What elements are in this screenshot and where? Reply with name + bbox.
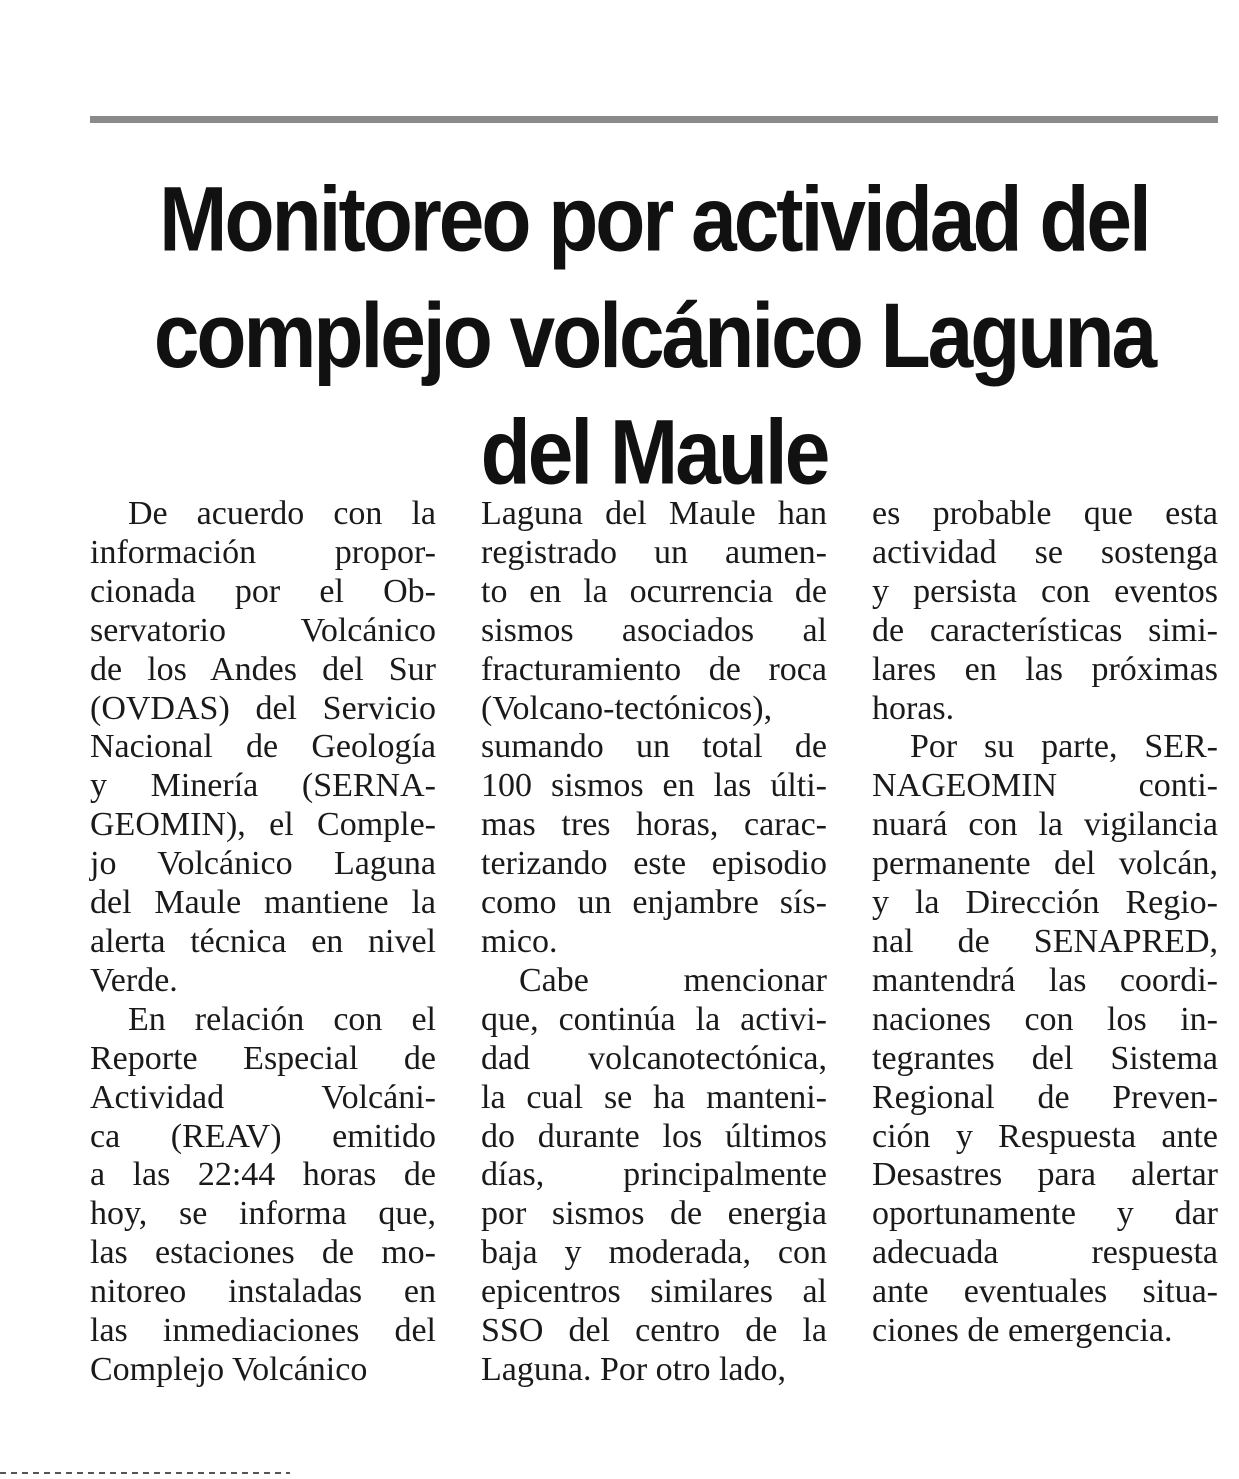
paragraph-line: Verde. <box>90 961 178 999</box>
paragraph-line: fracturamiento de roca <box>481 650 827 688</box>
paragraph-line: y Minería (SERNA- <box>90 767 436 805</box>
article-paragraph <box>90 495 436 1001</box>
article-headline <box>90 162 1218 511</box>
headline-line: del Maule <box>480 401 828 504</box>
article-paragraph <box>872 728 1218 1351</box>
cropped-footer-text <box>0 1466 300 1479</box>
paragraph-line: to en la ocurrencia de <box>481 572 827 610</box>
paragraph-line: Cabe mencionar <box>519 961 827 999</box>
paragraph-line: Laguna. Por otro lado, <box>481 1350 786 1388</box>
article-paragraph <box>481 495 827 962</box>
paragraph-line: del Maule mantiene la <box>90 884 436 922</box>
paragraph-line: información propor- <box>90 533 436 571</box>
paragraph-line: Complejo Volcánico <box>90 1350 368 1388</box>
paragraph-line: (OVDAS) del Servicio <box>90 689 436 727</box>
headline-line: Monitoreo por actividad del <box>159 168 1149 271</box>
paragraph-line: hoy, se informa que, <box>90 1195 436 1233</box>
paragraph-line: cionada por el Ob- <box>90 572 436 610</box>
top-rule <box>90 116 1218 123</box>
paragraph-line: mico. <box>481 922 558 960</box>
paragraph-line: De acuerdo con la <box>128 495 436 532</box>
paragraph-line: tegrantes del Sistema <box>872 1039 1218 1077</box>
paragraph-line: En relación con el <box>128 1000 436 1038</box>
article-column-1 <box>90 495 436 1390</box>
paragraph-line: las estaciones de mo- <box>90 1234 436 1272</box>
paragraph-line: do durante los últimos <box>481 1117 827 1155</box>
paragraph-line: sumando un total de <box>481 728 827 766</box>
paragraph-line: nuará con la vigilancia <box>872 806 1218 844</box>
paragraph-line: mas tres horas, carac- <box>481 806 827 844</box>
paragraph-line: y persista con eventos <box>872 572 1218 610</box>
footer-fragment <box>0 1472 290 1474</box>
paragraph-line: Actividad Volcáni- <box>90 1078 436 1116</box>
paragraph-line: por sismos de energia <box>481 1195 827 1233</box>
paragraph-line: actividad se sostenga <box>872 533 1218 571</box>
paragraph-line: Nacional de Geología <box>90 728 436 766</box>
paragraph-line: ción y Respuesta ante <box>872 1117 1218 1155</box>
paragraph-line: oportunamente y dar <box>872 1195 1218 1233</box>
paragraph-line: de los Andes del Sur <box>90 650 436 688</box>
paragraph-line: servatorio Volcánico <box>90 611 436 649</box>
paragraph-line: mantendrá las coordi- <box>872 961 1218 999</box>
paragraph-line: registrado un aumen- <box>481 533 827 571</box>
paragraph-line: como un enjambre sís- <box>481 884 827 922</box>
paragraph-line: dad volcanotectónica, <box>481 1039 827 1077</box>
article-column-3 <box>872 495 1218 1351</box>
paragraph-line: horas. <box>872 689 955 727</box>
paragraph-line: la cual se ha manteni- <box>481 1078 827 1116</box>
paragraph-line: epicentros similares al <box>481 1273 827 1311</box>
article-column-2 <box>481 495 827 1390</box>
paragraph-line: ciones de emergencia. <box>872 1312 1173 1350</box>
paragraph-line: baja y moderada, con <box>481 1234 827 1272</box>
paragraph-line: ca (REAV) emitido <box>90 1117 436 1155</box>
paragraph-line: SSO del centro de la <box>481 1312 827 1350</box>
paragraph-line: Reporte Especial de <box>90 1039 436 1077</box>
paragraph-line: NAGEOMIN conti- <box>872 767 1218 805</box>
paragraph-line: es probable que esta <box>872 495 1218 532</box>
article-paragraph <box>90 1001 436 1390</box>
paragraph-line: Desastres para alertar <box>872 1156 1218 1194</box>
paragraph-line: de características simi- <box>872 611 1218 649</box>
paragraph-line: GEOMIN), el Comple- <box>90 806 436 844</box>
paragraph-line: que, continúa la activi- <box>481 1000 827 1038</box>
paragraph-line: lares en las próximas <box>872 650 1218 688</box>
article-paragraph <box>481 962 827 1390</box>
paragraph-line: nitoreo instaladas en <box>90 1273 436 1311</box>
paragraph-line: nal de SENAPRED, <box>872 922 1218 960</box>
paragraph-line: naciones con los in- <box>872 1000 1218 1038</box>
paragraph-line: a las 22:44 horas de <box>90 1156 436 1194</box>
paragraph-line: ante eventuales situa- <box>872 1273 1218 1311</box>
paragraph-line: días, principalmente <box>481 1156 827 1194</box>
paragraph-line: 100 sismos en las últi- <box>481 767 827 805</box>
paragraph-line: adecuada respuesta <box>872 1234 1218 1272</box>
paragraph-line: permanente del volcán, <box>872 845 1218 883</box>
paragraph-line: sismos asociados al <box>481 611 827 649</box>
paragraph-line: Laguna del Maule han <box>481 495 827 532</box>
headline-line: complejo volcánico Laguna <box>153 285 1155 388</box>
article-paragraph <box>872 495 1218 728</box>
paragraph-line: Por su parte, SER- <box>910 728 1218 766</box>
paragraph-line: alerta técnica en nivel <box>90 922 436 960</box>
paragraph-line: (Volcano-tectónicos), <box>481 689 773 727</box>
paragraph-line: las inmediaciones del <box>90 1312 436 1350</box>
paragraph-line: Regional de Preven- <box>872 1078 1218 1116</box>
paragraph-line: jo Volcánico Laguna <box>90 845 436 883</box>
paragraph-line: y la Dirección Regio- <box>872 884 1218 922</box>
paragraph-line: terizando este episodio <box>481 845 827 883</box>
